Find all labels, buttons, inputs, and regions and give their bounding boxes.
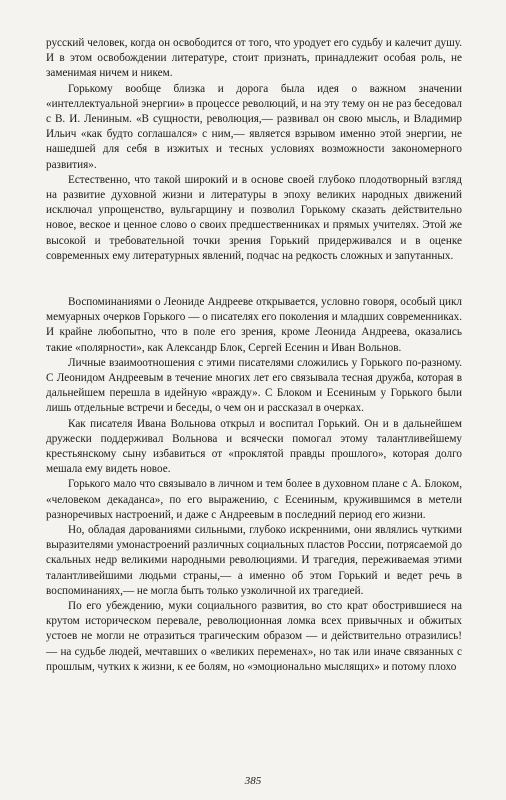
paragraph-3: Естественно, что такой широкий и в основе своей глубоко плодотворный взгляд на развитие духовной жизни и литературы в эпоху великих народных движений исключал упрощенство, вульгарщину и позволил Горькому сказать действительно новое, веское и ценное слово о своих предшественниках и прямых учителях. Этой же высокой и требовательной точки зрения Горький придерживался и в оценке современных ему литературных явлений, подчас на редкость сложных и запутанных. [46, 173, 462, 262]
paragraph-group-top [46, 36, 462, 264]
paragraph-1: русский человек, когда он освободится от того, что уродует его судьбу и калечит душу. И в этом освобождении литературе, стоит признать, принадлежит особая роль, не заменимая ничем и никем. [46, 37, 462, 80]
paragraph-8: Но, обладая дарованиями сильными, глубоко искренними, они являлись чуткими выразителями умонастроений различных социальных пластов России, потрясаемой до скальных недр великими народными революциями. И трагедия, переживаемая этими талантливейшими людьми страны,— а именно об этом Горький и ведет речь в воспоминаниях,— не могла быть только узколичной их трагедией. [46, 524, 462, 597]
paragraph-5: Личные взаимоотношения с этими писателями сложились у Горького по-разному. С Леонидом Андреевым в течение многих лет его связывала тесная дружба, которая в дальнейшем перешла в идейную «вражду». С Блоком и Есениным у Горького были лишь отдельные встречи и беседы, о чем он и рассказал в очерках. [46, 356, 462, 415]
paragraph-9: По его убеждению, муки социального развития, во сто крат обострившиеся на крутом историческом перевале, революционная ломка всех привычных и обжитых устоев не могли не отразиться трагическим образом — и действительно отразились! — на судьбе людей, мечтавших о «великих переменах», но так или иначе связанных с прошлым, чутких к жизни, к ее болям, но «эмоционально мыслящих» и потому плохо [46, 600, 462, 673]
paragraph-group-bottom [46, 295, 462, 675]
paragraph-6: Как писателя Ивана Вольнова открыл и воспитал Горький. Он и в дальнейшем дружески поддерживал Вольнова и всячески помогал этому талантливейшему крестьянскому сыну избавиться от «проклятой правды прошлого», которая долго мешала ему видеть новое. [46, 417, 462, 476]
paragraph-4: Воспоминаниями о Леониде Андрееве открывается, условно говоря, особый цикл мемуарных очерков Горького — о писателях его поколения и младших современниках. И крайне любопытно, что в поле его зрения, кроме Леонида Андреева, оказались такие «полярности», как Александр Блок, Сергей Есенин и Иван Вольнов. [46, 296, 462, 354]
page-number: 385 [244, 775, 262, 787]
paragraph-7: Горького мало что связывало в личном и тем более в духовном плане с А. Блоком, «человеком декаданса», по его выражению, с Есениным, кружившимся в метели разноречивых настроений, и даже с Андреевым в последний период его жизни. [46, 478, 462, 521]
paragraph-2: Горькому вообще близка и дорога была идея о важном значении «интеллектуальной энергии» в процессе революций, и на эту тему он не раз беседовал с В. И. Лениным. «В сущности, революция,— развивал он свою мысль, и Владимир Ильич «как будто соглашался» с ним,— является взрывом именно этой энергии, не нашедшей для себя в изжитых и тесных условиях возможности закономерного развития». [46, 82, 462, 171]
